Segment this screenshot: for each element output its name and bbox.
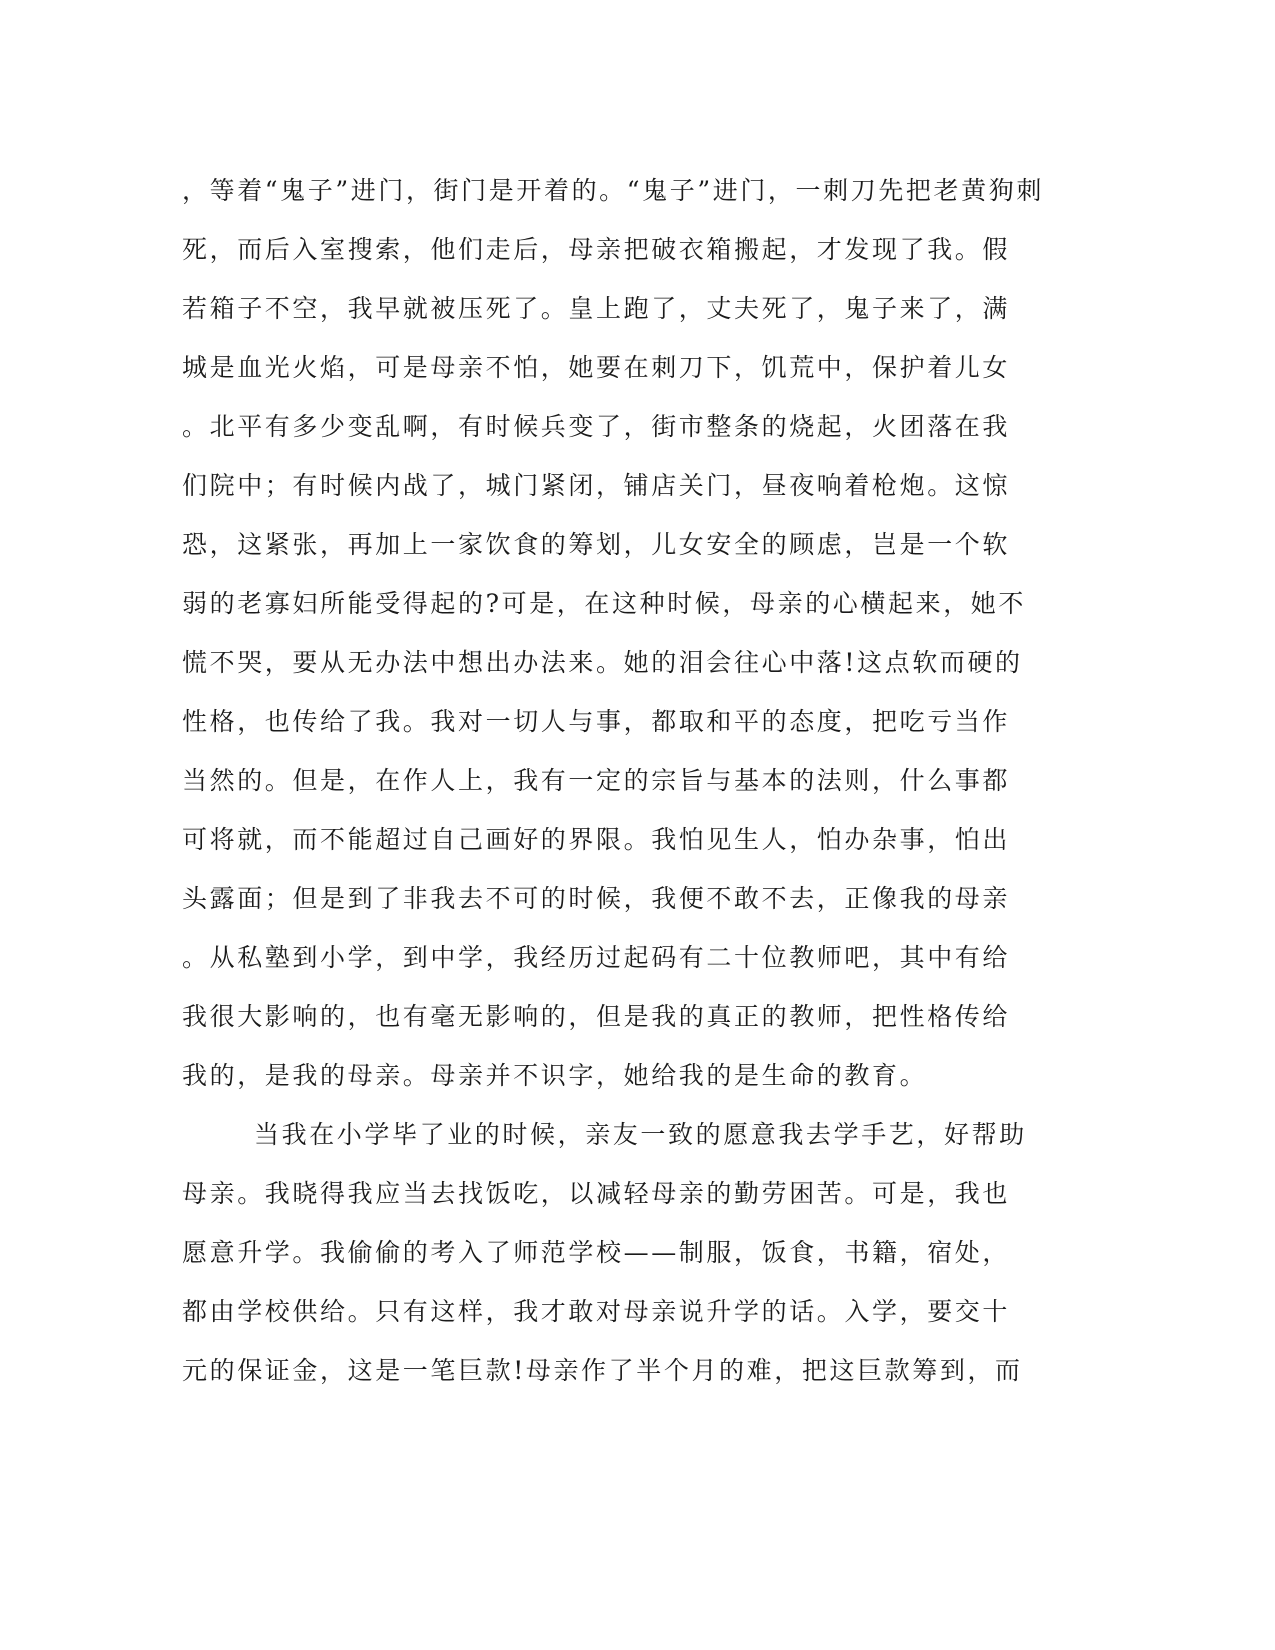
text-line: 慌不哭，要从无办法中想出办法来。她的泪会往心中落!这点软而硬的 xyxy=(182,648,1023,677)
text-line: 若箱子不空，我早就被压死了。皇上跑了，丈夫死了，鬼子来了，满 xyxy=(182,294,1011,323)
text-line: 城是血光火焰，可是母亲不怕，她要在刺刀下，饥荒中，保护着儿女 xyxy=(182,353,1011,382)
text-line: 性格，也传给了我。我对一切人与事，都取和平的态度，把吃亏当作 xyxy=(182,707,1011,736)
text-line: 恐，这紧张，再加上一家饮食的筹划，儿女安全的顾虑，岂是一个软 xyxy=(182,530,1011,559)
text-line: 。从私塾到小学，到中学，我经历过起码有二十位教师吧，其中有给 xyxy=(182,943,1011,972)
text-line: 愿意升学。我偷偷的考入了师范学校——制服，饭食，书籍，宿处， xyxy=(182,1238,1011,1267)
text-line: 我很大影响的，也有毫无影响的，但是我的真正的教师，把性格传给 xyxy=(182,1002,1011,1031)
text-line: 可将就，而不能超过自己画好的界限。我怕见生人，怕办杂事，怕出 xyxy=(182,825,1011,854)
paragraph-start-line: 当我在小学毕了业的时候，亲友一致的愿意我去学手艺，好帮助 xyxy=(254,1120,1027,1149)
text-line: 。北平有多少变乱啊，有时候兵变了，街市整条的烧起，火团落在我 xyxy=(182,412,1011,441)
text-line: 们院中；有时候内战了，城门紧闭，铺店关门，昼夜响着枪炮。这惊 xyxy=(182,471,1011,500)
text-line: 母亲。我晓得我应当去找饭吃，以减轻母亲的勤劳困苦。可是，我也 xyxy=(182,1179,1011,1208)
text-line: 弱的老寡妇所能受得起的?可是，在这种时候，母亲的心横起来，她不 xyxy=(182,589,1027,618)
text-line: 死，而后入室搜索，他们走后，母亲把破衣箱搬起，才发现了我。假 xyxy=(182,235,1011,264)
text-line: ，等着“鬼子”进门，街门是开着的。“鬼子”进门，一刺刀先把老黄狗刺 xyxy=(182,176,1044,205)
text-line: 都由学校供给。只有这样，我才敢对母亲说升学的话。入学，要交十 xyxy=(182,1297,1011,1326)
text-line: 当然的。但是，在作人上，我有一定的宗旨与基本的法则，什么事都 xyxy=(182,766,1011,795)
text-line: 元的保证金，这是一笔巨款!母亲作了半个月的难，把这巨款筹到，而 xyxy=(182,1356,1023,1385)
text-line: 头露面；但是到了非我去不可的时候，我便不敢不去，正像我的母亲 xyxy=(182,884,1011,913)
text-line: 我的，是我的母亲。母亲并不识字，她给我的是生命的教育。 xyxy=(182,1061,928,1090)
body-text xyxy=(182,161,1042,1400)
